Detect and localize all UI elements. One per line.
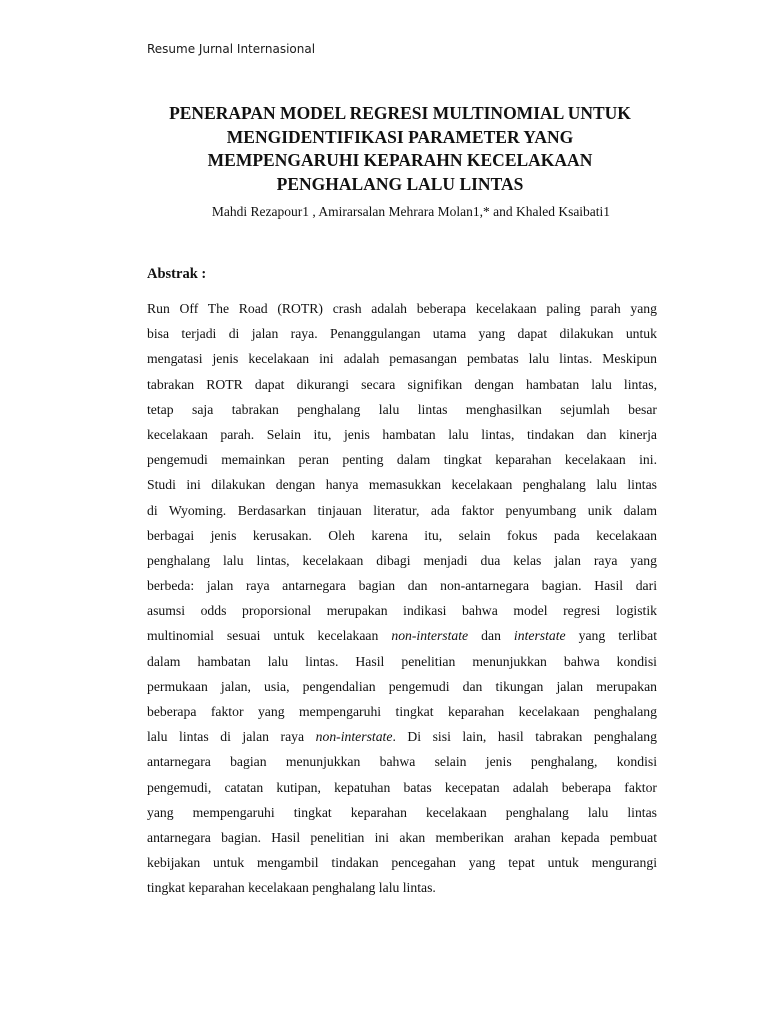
- title-line: MEMPENGARUHI KEPARAHN KECELAKAAN: [207, 150, 593, 170]
- abstract-line: pengemudi memainkan peran penting dalam tingkat keparahan kecelakaan ini.: [147, 452, 657, 468]
- abstract-line: tabrakan ROTR dapat dikurangi secara signifikan dengan hambatan lalu lintas,: [147, 376, 657, 392]
- abstract-line: kecelakaan parah. Selain itu, jenis hambatan lalu lintas, tindakan dan kinerja: [147, 426, 657, 442]
- abstract-line: penghalang lalu lintas, kecelakaan dibagi menjadi dua kelas jalan raya yang: [147, 552, 657, 568]
- abstract-line: dalam hambatan lalu lintas. Hasil penelitian menunjukkan bahwa kondisi: [147, 653, 657, 669]
- text-segment: dan: [468, 628, 514, 644]
- paper-title: [140, 102, 660, 196]
- abstract-line: bisa terjadi di jalan raya. Penanggulangan utama yang dapat dilakukan untuk: [147, 326, 657, 342]
- abstract-line: di Wyoming. Berdasarkan tinjauan literatur, ada faktor penyumbang unik dalam: [147, 502, 657, 518]
- author-list: Mahdi Rezapour1 , Amirarsalan Mehrara Molan1,* and Khaled Ksaibati1: [211, 204, 611, 219]
- abstract-line: antarnegara bagian. Hasil penelitian ini akan memberikan arahan kepada pembuat: [147, 829, 657, 845]
- italic-term: non-interstate: [315, 729, 393, 745]
- abstract-line: beberapa faktor yang mempengaruhi tingkat keparahan kecelakaan penghalang: [147, 704, 657, 719]
- abstract-line: Studi ini dilakukan dengan hanya memasukkan kecelakaan penghalang lalu lintas: [147, 477, 657, 493]
- abstract-line-with-italics: [147, 724, 657, 749]
- abstract-line: pengemudi, catatan kutipan, kepatuhan batas kecepatan adalah beberapa faktor: [147, 779, 657, 795]
- text-segment: . Di sisi lain, hasil tabrakan penghalang: [392, 729, 657, 745]
- abstract-line: permukaan jalan, usia, pengendalian pengemudi dan tikungan jalan merupakan: [147, 678, 657, 694]
- abstract-line: mengatasi jenis kecelakaan ini adalah pemasangan pembatas lalu lintas. Meskipun: [147, 351, 657, 367]
- abstract-line: antarnegara bagian menunjukkan bahwa selain jenis penghalang, kondisi: [147, 754, 657, 770]
- abstract-line: tetap saja tabrakan penghalang lalu lintas menghasilkan sejumlah besar: [147, 401, 657, 417]
- abstract-line: yang mempengaruhi tingkat keparahan kecelakaan penghalang lalu lintas: [147, 804, 657, 820]
- abstract-line: asumsi odds proporsional merupakan indikasi bahwa model regresi logistik: [147, 603, 657, 619]
- italic-term: non-interstate: [391, 628, 469, 644]
- title-line: PENERAPAN MODEL REGRESI MULTINOMIAL UNTUK: [169, 103, 631, 123]
- abstract-line-with-italics: [147, 623, 657, 648]
- abstract-heading: Abstrak :: [147, 266, 207, 282]
- abstract-body: [147, 296, 657, 901]
- title-line: MENGIDENTIFIKASI PARAMETER YANG: [226, 126, 574, 147]
- abstract-line: kebijakan untuk mengambil tindakan pencegahan yang tepat untuk mengurangi: [147, 855, 657, 871]
- text-segment: lalu lintas di jalan raya: [147, 729, 316, 745]
- title-line: PENGHALANG LALU LINTAS: [276, 173, 524, 194]
- abstract-line: berbeda: jalan raya antarnegara bagian dan non-antarnegara bagian. Hasil dari: [147, 578, 657, 594]
- running-header: Resume Jurnal Internasional: [147, 42, 316, 56]
- abstract-line: berbagai jenis kerusakan. Oleh karena itu, selain fokus pada kecelakaan: [147, 527, 657, 543]
- abstract-line: tingkat keparahan kecelakaan penghalang lalu lintas.: [147, 880, 436, 896]
- italic-term: interstate: [513, 628, 566, 644]
- abstract-line: Run Off The Road (ROTR) crash adalah beberapa kecelakaan paling parah yang: [147, 301, 657, 316]
- text-segment: yang terlibat: [565, 628, 657, 644]
- text-segment: multinomial sesuai untuk kecelakaan: [147, 628, 392, 644]
